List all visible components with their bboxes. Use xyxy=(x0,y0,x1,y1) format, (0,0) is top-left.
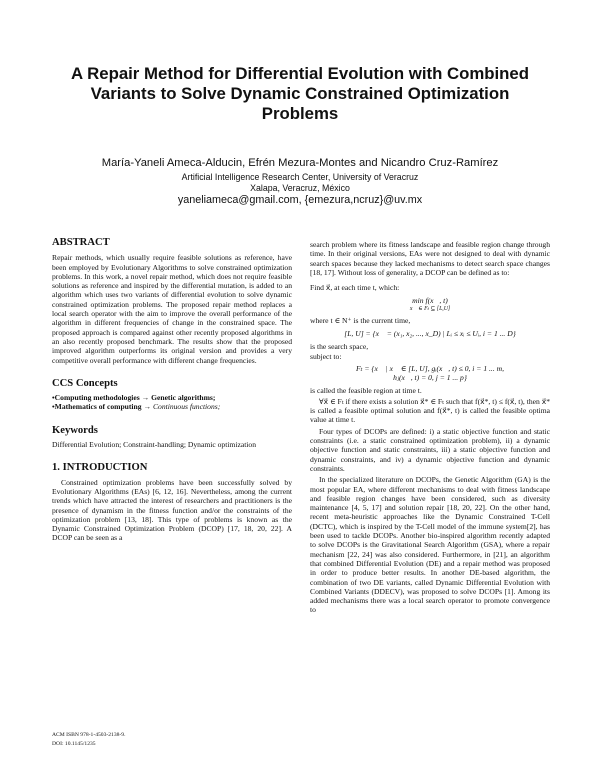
left-column xyxy=(52,238,292,543)
is-search-line: is the search space, xyxy=(310,342,369,352)
title-line-1: A Repair Method for Differential Evolution with Combined xyxy=(70,64,530,83)
feasible-line: is called the feasible region at time t. xyxy=(310,385,422,395)
title-line-3: Problems xyxy=(261,104,339,123)
eq-feasible-2: hⱼ(x⃗, t) = 0, j = 1 ... p} xyxy=(393,373,467,383)
eq-min xyxy=(310,296,550,311)
right-paragraph-3: Four types of DCOPs are defined: i) a static objective function and static constraints (i.e. a static constrained optimization problem), ii) a dynamic objective function and static constraints, iii) a static objective function and dynamic constraints, and iv) a dynamic objective function and dynamic constraints. xyxy=(310,426,550,473)
ccs-line-2 xyxy=(52,402,292,411)
ccs-line-1: •Computing methodologies → Genetic algorithms; xyxy=(52,393,216,403)
introduction-heading: 1. INTRODUCTION xyxy=(52,462,148,474)
footer-doi: DOI: 10.1145/1235 xyxy=(52,741,96,747)
keywords-body: Differential Evolution; Constraint-handling; Dynamic optimization xyxy=(52,440,257,450)
eq-feasible-region xyxy=(310,364,550,383)
abstract-heading: ABSTRACT xyxy=(52,237,110,248)
right-paragraph-4: In the specialized literature on DCOPs, the Genetic Algorithm (GA) is the most popular EA, where different mechanisms to deal with fitness landscape and feasible region changes have been considered, such as diversity maintenance [4, 5, 17] and solution repair [18, 20, 22]. On the other hand, recent meta-heuristic approaches like the Dynamic Constrained T-Cell (DCTC), which is inspired by the T-Cell model of the immune system[2], has been used to tackle DCOPs. Another bio-inspired algorithm recently adapted to solve DCOPs is the Gravitational Search Algorithm (GSA), where a repair mechanism [22, 24] was also considered. Furthermore, in [21], an algorithm that combined Differential Evolution (DE) and a repair method was proposed in order to produce better results. In another DE-based algorithm, the combination of two DE variants, called Dynamic Differential Evolution with Combined Variants (DDECV), was proposed to solve DCOPs [1]. Among its added mechanisms there was a local search operator to promote convergence to xyxy=(310,475,550,615)
author-emails: yaneliameca@gmail.com, {emezura,ncruz}@uv.mx xyxy=(177,194,423,206)
right-column xyxy=(310,240,550,615)
introduction-body: Constrained optimization problems have been successfully solved by Evolutionary Algorithms (EAs) [6, 12, 16]. Nevertheless, among the current trends which have attracted the interest of researchers and practitioners is the presence of dynamism in the fitness function and/or the constraints of the optimization problem [13, 18]. This type of problems is known as the Dynamic Constrained Optimization Problem (DCOP) [17, 18, 20, 22]. A DCOP can be seen as a xyxy=(52,477,292,543)
eq-search-space: [L, U] = {x⃗ = (x₁, x₂, ..., x_D) | Lᵢ ≤ xᵢ ≤ Uᵢ, i = 1 ... D} xyxy=(344,329,516,339)
title-line-2: Variants to Solve Dynamic Constrained Optimization xyxy=(90,84,510,103)
eq-min-sub: x⃗ ∈ Fₜ ⊆ [L,U] xyxy=(409,305,451,312)
right-paragraph-1: search problem where its fitness landscape and feasible region change through time. In their original versions, EAs were not designed to deal with dynamic search spaces because they lacked mechanisms to detect search space changes [18, 17]. Without loss of generality, a DCOP can be defined as to: xyxy=(310,240,550,277)
abstract-body: Repair methods, which usually require feasible solutions as reference, have been employed by Evolutionary Algorithms to solve constrained optimization problems. In this work, a novel repair method, which does not require feasible solutions as reference and inspired by the differential mutation, is added to an algorithm which uses two variants of differential evolution to solve dynamic constrained optimization problems. The proposed repair method replaces a local search operator with the aim to improve the overall performance of the algorithm in different frequencies of change in the constrained space. The proposed approach is compared against other recently proposed algorithms in an also recently proposed benchmark. The results show that the proposed improved algorithm outperforms its original version and provides a very competitive overall performance with different change frequencies. xyxy=(52,253,292,365)
right-paragraph-2: ∀x⃗ ∈ Fₜ if there exists a solution x⃗* ∈ Fₜ such that f(x⃗*, t) ≤ f(x⃗, t), then x⃗* is called a feasible optimal solution and f(x⃗*, t) is called the feasible optima value at time t. xyxy=(310,396,550,425)
where-line: where t ∈ N⁺ is the current time, xyxy=(310,315,411,325)
paper-title xyxy=(40,64,560,124)
authors: María-Yaneli Ameca-Alducin, Efrén Mezura-Montes and Nicandro Cruz-Ramírez xyxy=(101,157,499,169)
footer-isbn: ACM ISBN 978-1-4503-2138-9. xyxy=(52,732,126,738)
ccs-heading: CCS Concepts xyxy=(52,377,118,389)
affiliation-institution: Artificial Intelligence Research Center, University of Veracruz xyxy=(181,172,419,182)
eq-min-expr: min f(x⃗, t) xyxy=(412,296,448,306)
keywords-heading: Keywords xyxy=(52,424,98,436)
affiliation-location: Xalapa, Veracruz, México xyxy=(250,183,350,193)
find-line: Find x⃗, at each time t, which: xyxy=(310,283,400,293)
ccs-line-2-bold: •Mathematics of computing → xyxy=(52,402,152,412)
eq-feasible-1: Fₜ = {x⃗ | x⃗ ∈ [L, U], gᵢ(x⃗, t) ≤ 0, i = 1 ... m, xyxy=(355,363,505,373)
ccs-line-2-italic: Continuous functions; xyxy=(152,402,221,412)
subject-line: subject to: xyxy=(310,351,342,361)
